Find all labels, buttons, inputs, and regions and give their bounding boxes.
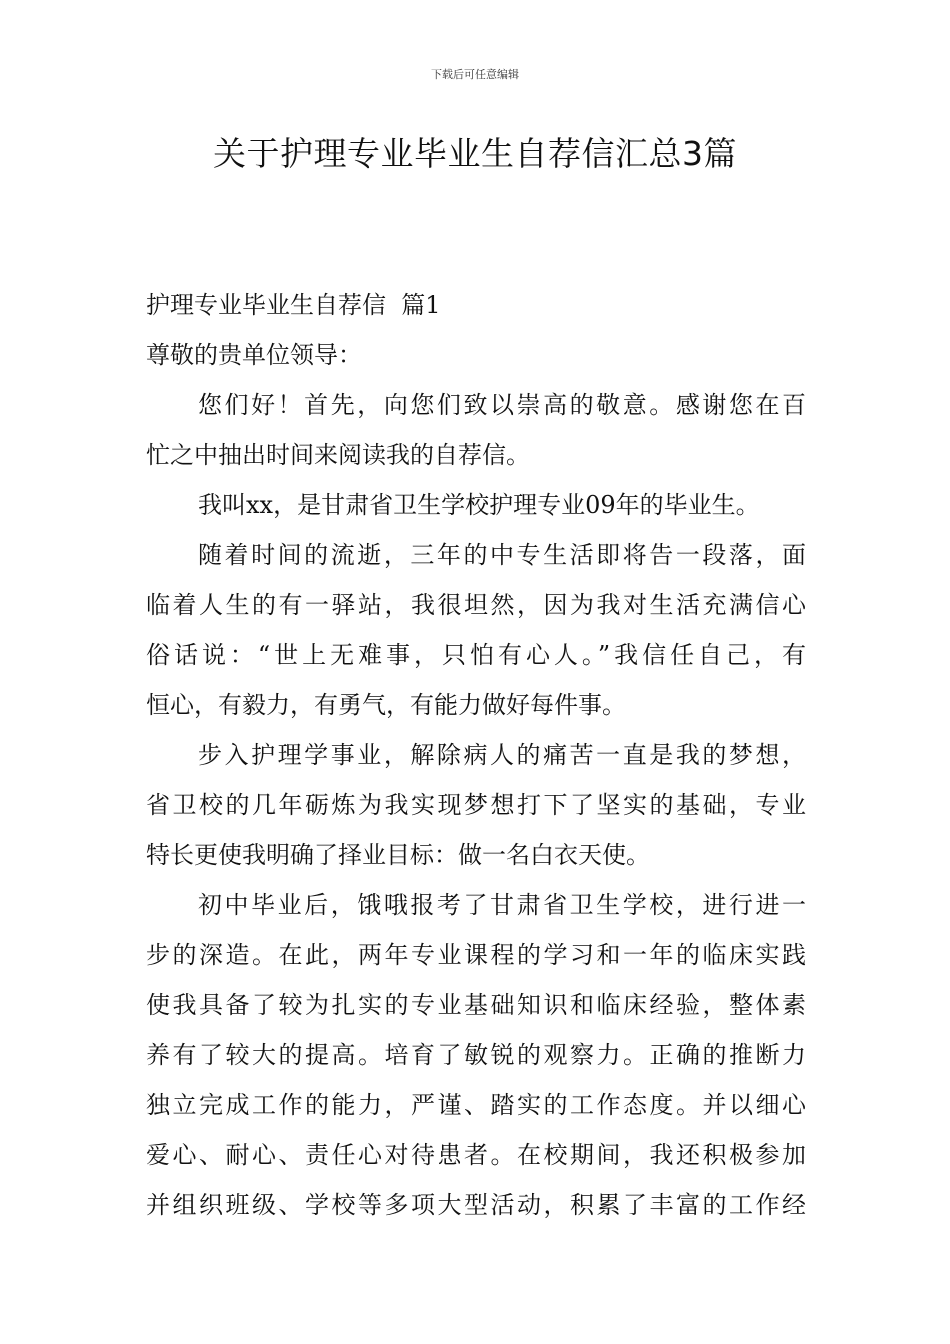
body-line: 并组织班级、学校等多项大型活动，积累了丰富的工作经: [146, 1191, 806, 1219]
body-line: 特长更使我明确了择业目标：做一名白衣天使。: [146, 841, 650, 869]
body-line: 省卫校的几年砺炼为我实现梦想打下了坚实的基础，专业: [146, 791, 806, 819]
body-line: 爱心、耐心、责任心对待患者。在校期间，我还积极参加: [146, 1141, 806, 1169]
document-title: 关于护理专业毕业生自荐信汇总3篇: [213, 134, 737, 173]
body-line: 养有了较大的提高。培育了敏锐的观察力。正确的推断力: [146, 1041, 806, 1069]
body-line: 随着时间的流逝，三年的中专生活即将告一段落，面: [198, 541, 806, 569]
header-note: 下载后可任意编辑: [431, 68, 519, 81]
body-line: 初中毕业后，饿哦报考了甘肃省卫生学校，进行进一: [198, 891, 806, 919]
body-line: 恒心，有毅力，有勇气，有能力做好每件事。: [146, 691, 626, 719]
body-line: 步的深造。在此，两年专业课程的学习和一年的临床实践: [146, 941, 806, 969]
body-line: 步入护理学事业，解除病人的痛苦一直是我的梦想，: [198, 741, 806, 769]
body-line: 临着人生的有一驿站，我很坦然，因为我对生活充满信心: [146, 591, 806, 619]
body-line: 使我具备了较为扎实的专业基础知识和临床经验，整体素: [146, 991, 806, 1019]
body-line: 您们好！首先，向您们致以崇高的敬意。感谢您在百: [198, 391, 806, 419]
section-heading: 护理专业毕业生自荐信 篇1: [146, 291, 441, 319]
body-line: 独立完成工作的能力，严谨、踏实的工作态度。并以细心: [146, 1091, 806, 1119]
body-line: 忙之中抽出时间来阅读我的自荐信。: [146, 441, 530, 469]
body-line: 我叫xx，是甘肃省卫生学校护理专业09年的毕业生。: [198, 491, 760, 519]
letter-body: [146, 280, 806, 1230]
body-line: 俗话说：“世上无难事，只怕有心人。”我信任自己，有: [146, 641, 806, 669]
salutation: 尊敬的贵单位领导：: [146, 341, 362, 369]
